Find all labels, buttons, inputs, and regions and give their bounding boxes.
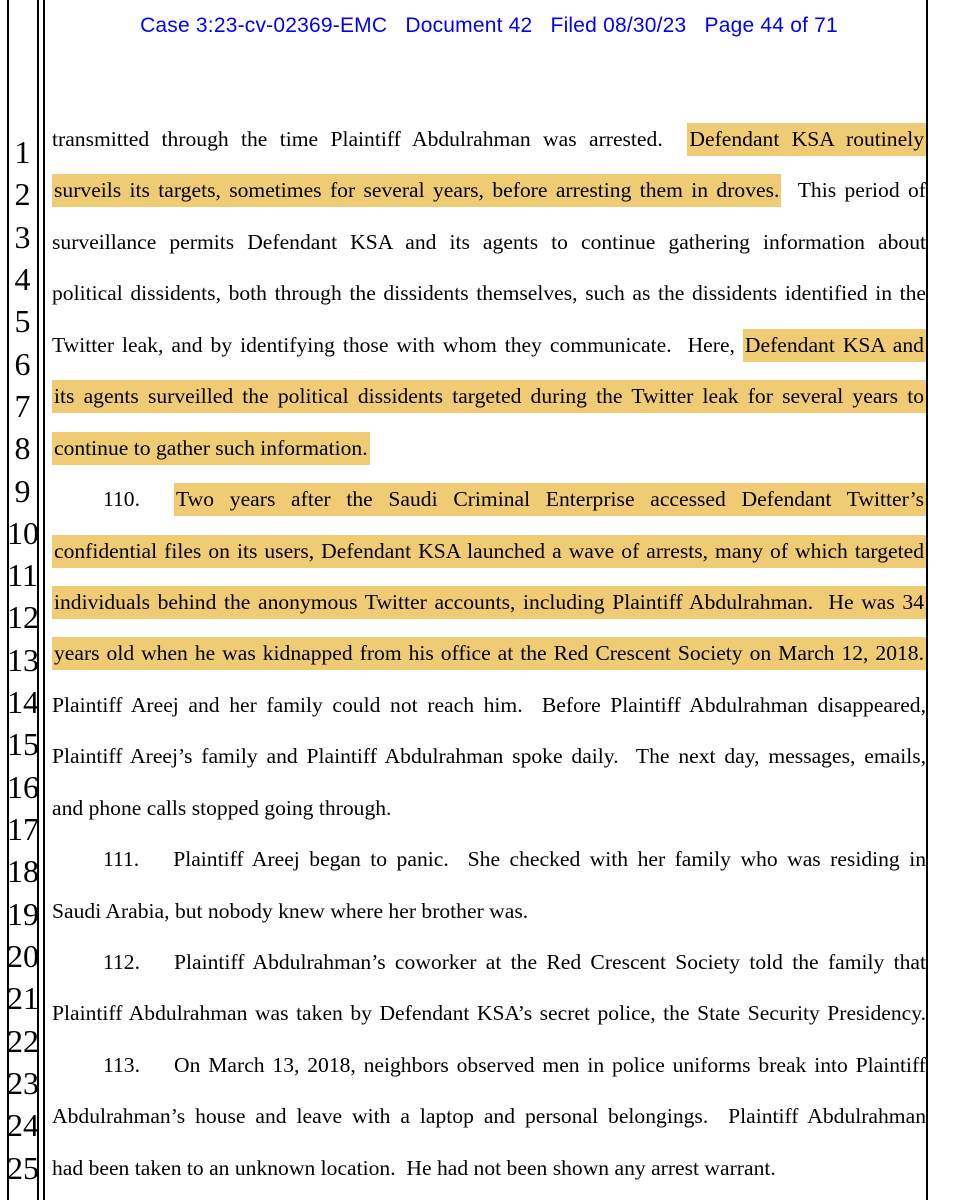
text-line xyxy=(52,371,926,422)
text-segment: Twitter leak, and by identifying those with whom they communicate. Here, xyxy=(52,332,743,357)
text-segment: Plaintiff Abdulrahman was taken by Defendant KSA’s secret police, the State Security Presidency. xyxy=(52,1001,926,1026)
text-line xyxy=(52,680,926,731)
line-number: 10 xyxy=(7,514,39,551)
highlighted-text: Two years after the Saudi Criminal Enterprise accessed Defendant Twitter’s xyxy=(174,483,926,516)
text-segment: Abdulrahman’s house and leave with a laptop and personal belongings. Plaintiff Abdulrahman xyxy=(52,1104,926,1129)
text-segment: Saudi Arabia, but nobody knew where her brother was. xyxy=(52,898,529,923)
line-number: 19 xyxy=(7,895,39,932)
text-line xyxy=(52,731,926,782)
line-number: 2 xyxy=(14,176,31,213)
text-line xyxy=(52,1091,926,1142)
paragraph-number: 112. xyxy=(103,950,140,974)
pleading-rule-right xyxy=(926,0,928,1200)
line-number: 1 xyxy=(14,134,31,170)
text-segment: Plaintiff Areej began to panic. She checked with her family who was residing in xyxy=(173,847,926,872)
line-number: 13 xyxy=(7,641,39,678)
paragraph-number: 110. xyxy=(103,487,140,512)
highlighted-text: surveils its targets, sometimes for several years, before arresting them in droves. xyxy=(52,174,781,207)
highlighted-text: continue to gather such information. xyxy=(52,432,370,465)
text-line xyxy=(52,217,926,268)
paragraph-number: 111. xyxy=(103,847,140,872)
line-number: 20 xyxy=(7,937,39,974)
line-number: 23 xyxy=(7,1064,39,1101)
case-stamp: Case 3:23-cv-02369-EMC Document 42 Filed 08/30/23 Page 44 of 71 xyxy=(140,14,838,37)
pleading-double-rule-inner xyxy=(43,0,45,1200)
line-number: 22 xyxy=(7,1022,39,1059)
text-segment: surveillance permits Defendant KSA and its agents to continue gathering information about xyxy=(52,229,926,254)
highlighted-text: Defendant KSA and xyxy=(743,329,926,362)
text-segment: This period of xyxy=(781,178,926,203)
highlighted-text: confidential files on its users, Defendant KSA launched a wave of arrests, many of which targeted xyxy=(52,535,926,568)
text-line xyxy=(52,165,926,216)
text-line xyxy=(52,526,926,577)
highlighted-text: individuals behind the anonymous Twitter accounts, including Plaintiff Abdulrahman. He was 34 xyxy=(52,586,926,619)
text-line xyxy=(52,114,926,165)
text-line xyxy=(52,474,926,525)
text-line xyxy=(52,937,926,988)
line-number: 4 xyxy=(14,260,31,297)
line-number: 3 xyxy=(14,218,31,255)
text-segment: Plaintiff Abdulrahman’s coworker at the Red Crescent Society told the family that xyxy=(174,950,926,974)
text-line xyxy=(52,834,926,885)
text-segment: and phone calls stopped going through. xyxy=(52,795,392,820)
line-number: 17 xyxy=(7,811,39,847)
body-text xyxy=(52,114,926,1194)
text-line xyxy=(52,423,926,474)
line-number: 11 xyxy=(7,557,38,594)
text-line xyxy=(52,1040,926,1091)
line-number: 18 xyxy=(7,853,39,890)
text-line xyxy=(52,628,926,679)
text-line xyxy=(52,268,926,319)
line-number: 21 xyxy=(7,980,39,1017)
text-line xyxy=(52,988,926,1039)
text-line xyxy=(52,886,926,937)
text-segment: Plaintiff Areej’s family and Plaintiff Abdulrahman spoke daily. The next day, messages, emails, xyxy=(52,744,926,769)
line-number: 24 xyxy=(7,1107,39,1144)
text-segment: had been taken to an unknown location. He had not been shown any arrest warrant. xyxy=(52,1155,776,1180)
text-line xyxy=(52,783,926,834)
line-number: 5 xyxy=(14,303,31,340)
paragraph-number: 113. xyxy=(103,1052,140,1077)
line-number: 6 xyxy=(14,345,31,382)
text-line xyxy=(52,577,926,628)
text-segment: On March 13, 2018, neighbors observed men in police uniforms break into Plaintiff xyxy=(174,1052,926,1077)
line-number: 14 xyxy=(7,684,39,721)
highlighted-text: years old when he was kidnapped from his office at the Red Crescent Society on March 12, 2018. xyxy=(52,637,926,670)
line-number-column xyxy=(7,131,38,1189)
line-number: 8 xyxy=(14,430,31,467)
line-number: 15 xyxy=(7,726,39,763)
highlighted-text: its agents surveilled the political dissidents targeted during the Twitter leak for several years to xyxy=(52,380,926,413)
highlighted-text: Defendant KSA routinely xyxy=(687,123,926,156)
line-number: 16 xyxy=(7,768,39,805)
text-line xyxy=(52,1143,926,1194)
text-segment: political dissidents, both through the dissidents themselves, such as the dissidents identified in the xyxy=(52,281,926,306)
text-line xyxy=(52,320,926,371)
line-number: 12 xyxy=(7,599,39,636)
line-number: 7 xyxy=(14,387,31,424)
text-segment: transmitted through the time Plaintiff Abdulrahman was arrested. xyxy=(52,127,688,151)
line-number: 9 xyxy=(14,472,31,509)
text-segment: Plaintiff Areej and her family could not reach him. Before Plaintiff Abdulrahman disappeared, xyxy=(52,692,926,717)
line-number: 25 xyxy=(7,1149,39,1186)
